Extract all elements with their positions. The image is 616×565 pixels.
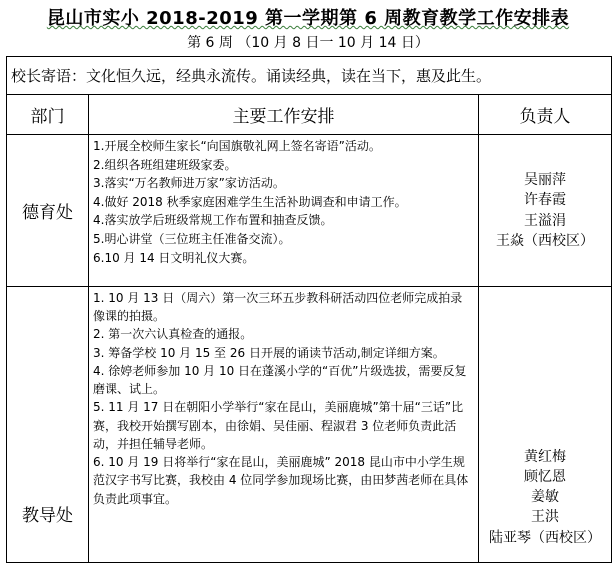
owner-name: 姜敏 xyxy=(531,489,559,506)
work-items-deyu xyxy=(89,135,479,287)
work-item: 4. 徐婷老师参加 10 月 10 日在蓬溪小学的“百优”片级选拔，需要反复磨课、试上。 xyxy=(93,363,467,397)
motto-row xyxy=(7,57,612,95)
owners-jiaodao xyxy=(479,287,612,563)
owners-deyu xyxy=(479,135,612,287)
principal-motto: 校长寄语：文化恒久远，经典永流传。诵读经典，读在当下，惠及此生。 xyxy=(7,57,612,95)
owner-name: 吴丽萍 xyxy=(524,171,566,188)
department-deyu: 德育处 xyxy=(7,135,89,287)
work-item: 3. 筹备学校 10 月 15 至 26 日开展的诵读节活动,制定详细方案。 xyxy=(93,345,445,360)
header-main-work: 主要工作安排 xyxy=(89,95,479,135)
header-owner: 负责人 xyxy=(479,95,612,135)
owner-name: 王焱（西校区） xyxy=(496,232,594,249)
owner-name: 许春霞 xyxy=(524,192,566,209)
owner-name: 王洪 xyxy=(531,509,559,526)
table-row-jiaodao xyxy=(7,287,612,563)
week-range-subtitle: 第 6 周 （10 月 8 日一 10 月 14 日） xyxy=(187,35,429,51)
page-title-text: 昆山市实小 2018-2019 第一学期第 6 周教育教学工作安排表 xyxy=(46,8,570,29)
work-item: 1.开展全校师生家长“向国旗敬礼网上签名寄语”活动。 xyxy=(93,139,381,153)
work-item: 4.做好 2018 秋季家庭困难学生生活补助调查和申请工作。 xyxy=(93,194,407,209)
work-item: 5. 11 月 17 日在朝阳小学举行“家在昆山，美丽鹿城”第十届“三话”比赛，我校开始撰写剧本，由徐娟、吴佳丽、程淑君 3 位老师负责此活动，并担任辅导老师。 xyxy=(93,400,464,451)
owner-name: 王溢涓 xyxy=(524,212,566,229)
work-item: 3.落实“万名教师进万家”家访活动。 xyxy=(93,176,285,191)
table-header-row xyxy=(7,95,612,135)
page-title xyxy=(0,4,616,30)
owner-name: 顾忆恩 xyxy=(524,468,566,485)
owner-name: 黄红梅 xyxy=(524,448,566,465)
work-item: 6. 10 月 19 日将举行“家在昆山，美丽鹿城” 2018 昆山市中小学生规范汉字书写比赛，我校由 4 位同学参加现场比赛，由田梦茜老师在具体负责此项事宜。 xyxy=(93,455,469,506)
work-item: 5.明心讲堂（三位班主任准备交流）。 xyxy=(93,231,291,246)
table-row-deyu xyxy=(7,135,612,287)
header-department: 部门 xyxy=(7,95,89,135)
owner-name: 陆亚琴（西校区） xyxy=(489,529,601,546)
work-item: 2. 第一次六认真检查的通报。 xyxy=(93,327,253,342)
work-items-jiaodao xyxy=(89,287,479,563)
work-item: 4.落实放学后班级常规工作布置和抽查反馈。 xyxy=(93,213,333,228)
schedule-table xyxy=(6,56,612,563)
work-item: 1. 10 月 13 日（周六）第一次三环五步教科研活动四位老师完成拍录像课的拍摄。 xyxy=(93,291,463,324)
work-item: 2.组织各班组建班级家委。 xyxy=(93,157,237,172)
work-item: 6.10 月 14 日文明礼仪大赛。 xyxy=(93,250,255,265)
department-jiaodao: 教导处 xyxy=(7,287,89,563)
